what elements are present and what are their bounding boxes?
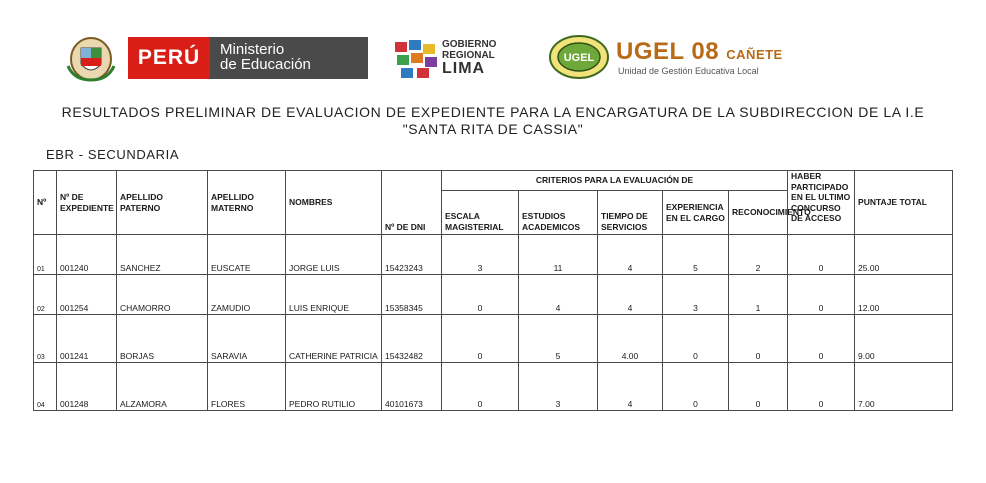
cell-tiempo: 4.00 bbox=[598, 315, 663, 363]
cell-tiempo: 4 bbox=[598, 235, 663, 275]
cell-tiempo: 4 bbox=[598, 275, 663, 315]
cell-dni: 15358345 bbox=[382, 275, 442, 315]
cell-experiencia: 0 bbox=[663, 363, 729, 411]
cell-expediente: 001240 bbox=[57, 235, 117, 275]
cell-puntaje: 12.00 bbox=[855, 275, 953, 315]
results-table bbox=[33, 170, 953, 411]
ugel-seal-text: UGEL bbox=[563, 52, 595, 64]
table-row bbox=[34, 315, 953, 363]
ugel-title: UGEL 08 CAÑETE bbox=[616, 38, 783, 65]
cell-puntaje: 7.00 bbox=[855, 363, 953, 411]
gobierno-regional-icon bbox=[393, 38, 439, 80]
cell-haber: 0 bbox=[788, 363, 855, 411]
cell-experiencia: 3 bbox=[663, 275, 729, 315]
ministerio-logo bbox=[128, 37, 368, 79]
cell-tiempo: 4 bbox=[598, 363, 663, 411]
cell-dni: 15432482 bbox=[382, 315, 442, 363]
cell-estudios: 5 bbox=[519, 315, 598, 363]
cell-expediente: 001248 bbox=[57, 363, 117, 411]
ugel-subtitle: Unidad de Gestión Educativa Local bbox=[618, 66, 759, 76]
cell-n: 01 bbox=[34, 235, 57, 275]
header-puntaje-total: PUNTAJE TOTAL bbox=[855, 171, 953, 235]
cell-nombres: CATHERINE PATRICIA bbox=[286, 315, 382, 363]
cell-estudios: 4 bbox=[519, 275, 598, 315]
header-expediente: Nº DE EXPEDIENTE bbox=[57, 171, 117, 235]
table-row bbox=[34, 363, 953, 411]
ugel-seal-icon bbox=[548, 34, 610, 80]
table-row bbox=[34, 275, 953, 315]
header-estudios-academicos: ESTUDIOS ACADEMICOS bbox=[519, 191, 598, 235]
table-row bbox=[34, 235, 953, 275]
header-experiencia-cargo: EXPERIENCIA EN EL CARGO bbox=[663, 191, 729, 235]
cell-materno: SARAVIA bbox=[208, 315, 286, 363]
cell-escala: 0 bbox=[442, 363, 519, 411]
cell-puntaje: 25.00 bbox=[855, 235, 953, 275]
cell-n: 02 bbox=[34, 275, 57, 315]
header-dni: Nº DE DNI bbox=[382, 171, 442, 235]
cell-reconocimiento: 2 bbox=[729, 235, 788, 275]
cell-nombres: PEDRO RUTILIO bbox=[286, 363, 382, 411]
header-nombres: NOMBRES bbox=[286, 171, 382, 235]
cell-materno: ZAMUDIO bbox=[208, 275, 286, 315]
cell-expediente: 001241 bbox=[57, 315, 117, 363]
cell-reconocimiento: 1 bbox=[729, 275, 788, 315]
cell-paterno: BORJAS bbox=[117, 315, 208, 363]
document-title: RESULTADOS PRELIMINAR DE EVALUACION DE EXPEDIENTE PARA LA ENCARGATURA DE LA SUBDIRECCION DE LA I.E "SANTA RITA DE CASSIA" bbox=[61, 104, 925, 137]
cell-escala: 0 bbox=[442, 275, 519, 315]
cell-haber: 0 bbox=[788, 275, 855, 315]
cell-paterno: ALZAMORA bbox=[117, 363, 208, 411]
peru-label: PERÚ bbox=[128, 37, 210, 79]
header-reconocimiento: RECONOCIMIENTO bbox=[729, 191, 788, 235]
cell-haber: 0 bbox=[788, 315, 855, 363]
cell-n: 04 bbox=[34, 363, 57, 411]
peru-coat-of-arms-icon bbox=[62, 36, 120, 82]
header-criterios: CRITERIOS PARA LA EVALUACIÓN DE bbox=[442, 171, 788, 191]
cell-nombres: LUIS ENRIQUE bbox=[286, 275, 382, 315]
cell-escala: 3 bbox=[442, 235, 519, 275]
education-level-label: EBR - SECUNDARIA bbox=[46, 147, 180, 162]
header-haber-participado: HABER PARTICIPADO EN EL ULTIMO CONCURSO DE ACCESO bbox=[788, 171, 855, 235]
cell-experiencia: 5 bbox=[663, 235, 729, 275]
cell-paterno: SANCHEZ bbox=[117, 235, 208, 275]
cell-experiencia: 0 bbox=[663, 315, 729, 363]
cell-reconocimiento: 0 bbox=[729, 363, 788, 411]
cell-dni: 15423243 bbox=[382, 235, 442, 275]
ministerio-label: Ministerio de Educación bbox=[210, 37, 368, 79]
logo-banner bbox=[0, 30, 986, 86]
gobierno-regional-label: GOBIERNO REGIONAL LIMA bbox=[442, 39, 497, 77]
cell-estudios: 3 bbox=[519, 363, 598, 411]
header-apellido-paterno: APELLIDO PATERNO bbox=[117, 171, 208, 235]
cell-expediente: 001254 bbox=[57, 275, 117, 315]
header-apellido-materno: APELLIDO MATERNO bbox=[208, 171, 286, 235]
cell-nombres: JORGE LUIS bbox=[286, 235, 382, 275]
cell-reconocimiento: 0 bbox=[729, 315, 788, 363]
cell-paterno: CHAMORRO bbox=[117, 275, 208, 315]
cell-n: 03 bbox=[34, 315, 57, 363]
header-escala-magisterial: ESCALA MAGISTERIAL bbox=[442, 191, 519, 235]
cell-puntaje: 9.00 bbox=[855, 315, 953, 363]
cell-materno: FLORES bbox=[208, 363, 286, 411]
cell-haber: 0 bbox=[788, 235, 855, 275]
header-tiempo-servicios: TIEMPO DE SERVICIOS bbox=[598, 191, 663, 235]
cell-dni: 40101673 bbox=[382, 363, 442, 411]
header-n: Nº bbox=[34, 171, 57, 235]
cell-estudios: 11 bbox=[519, 235, 598, 275]
cell-escala: 0 bbox=[442, 315, 519, 363]
cell-materno: EUSCATE bbox=[208, 235, 286, 275]
